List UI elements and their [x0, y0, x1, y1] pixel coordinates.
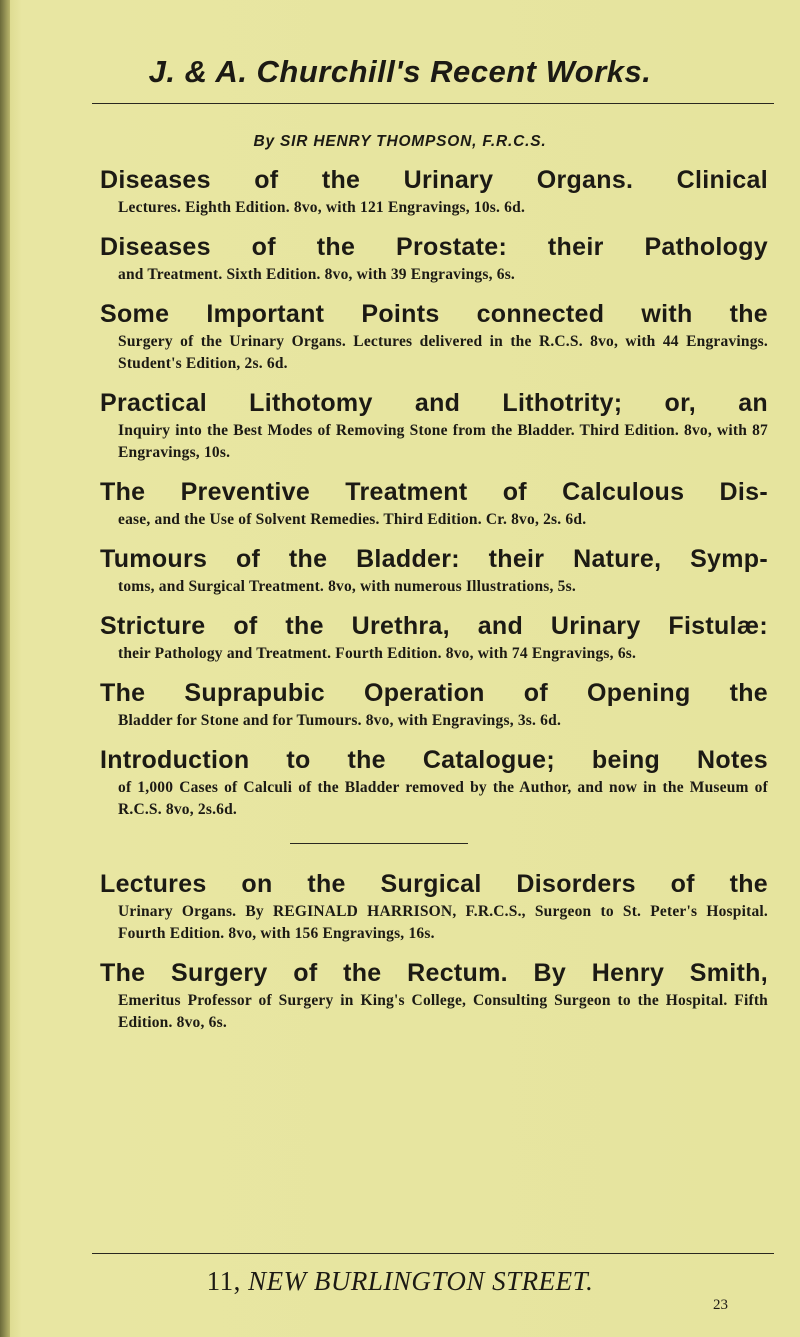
book-title: The Suprapubic Operation of Opening the: [100, 679, 768, 707]
book-title: Introduction to the Catalogue; being Notes: [100, 746, 768, 774]
header-rule: [92, 103, 774, 104]
book-description: and Treatment. Sixth Edition. 8vo, with 39 Engravings, 6s.: [118, 266, 516, 283]
book-title: Diseases of the Prostate: their Pathology: [100, 233, 768, 261]
book-entry: [98, 387, 768, 464]
book-entry: [98, 543, 768, 598]
book-description: of 1,000 Cases of Calculi of the Bladder removed by the Author, and now in the Museum of R.C.S. 8vo, 2s.6d.: [118, 779, 768, 818]
book-entry: [98, 231, 768, 286]
book-entry: [98, 164, 768, 219]
book-description: Inquiry into the Best Modes of Removing Stone from the Bladder. Third Edition. 8vo, with 87 Engravings, 10s.: [118, 422, 768, 461]
book-entry: [98, 744, 768, 821]
book-description: toms, and Surgical Treatment. 8vo, with numerous Illustrations, 5s.: [118, 578, 576, 595]
book-title: Tumours of the Bladder: their Nature, Symp-: [100, 545, 768, 573]
book-title: Some Important Points connected with the: [100, 300, 768, 328]
book-title: Diseases of the Urinary Organs. Clinical: [100, 166, 768, 194]
book-title: Practical Lithotomy and Lithotrity; or, an: [100, 389, 768, 417]
address-number: 11,: [206, 1266, 241, 1296]
book-list-group-thompson: [98, 164, 768, 821]
book-entry: [98, 610, 768, 665]
book-entry: [98, 868, 768, 945]
book-entry: [98, 476, 768, 531]
footer-rule: [92, 1253, 774, 1254]
author-byline: By SIR HENRY THOMPSON, F.R.C.S.: [253, 133, 547, 150]
book-description: their Pathology and Treatment. Fourth Edition. 8vo, with 74 Engravings, 6s.: [118, 645, 637, 662]
book-title: The Surgery of the Rectum. By Henry Smith,: [100, 959, 768, 987]
book-entry: [98, 957, 768, 1034]
address-street: NEW BURLINGTON STREET.: [248, 1266, 594, 1296]
book-list-group-others: [98, 868, 768, 1034]
book-entry: [98, 677, 768, 732]
book-entry: [98, 298, 768, 375]
book-list: [98, 164, 768, 1034]
book-description: Surgery of the Urinary Organs. Lectures delivered in the R.C.S. 8vo, with 44 Engravings. Student's Edition, 2s. 6d.: [118, 333, 768, 372]
book-description: ease, and the Use of Solvent Remedies. Third Edition. Cr. 8vo, 2s. 6d.: [118, 511, 587, 528]
book-spine-shadow: [0, 0, 10, 1337]
book-title: The Preventive Treatment of Calculous Dis-: [100, 478, 768, 506]
section-divider: [290, 843, 468, 844]
page-number: 23: [713, 1297, 728, 1313]
book-description: Bladder for Stone and for Tumours. 8vo, with Engravings, 3s. 6d.: [118, 712, 562, 729]
book-title: Stricture of the Urethra, and Urinary Fistulæ:: [100, 612, 768, 640]
page-header: J. & A. Churchill's Recent Works.: [148, 54, 652, 89]
book-description: Lectures. Eighth Edition. 8vo, with 121 Engravings, 10s. 6d.: [118, 199, 526, 216]
publisher-address: [0, 1266, 800, 1297]
book-description: Emeritus Professor of Surgery in King's College, Consulting Surgeon to the Hospital. Fifth Edition. 8vo, 6s.: [118, 992, 768, 1031]
book-description: Urinary Organs. By REGINALD HARRISON, F.R.C.S., Surgeon to St. Peter's Hospital. Fourth Edition. 8vo, with 156 Engravings, 16s.: [118, 903, 768, 942]
book-title: Lectures on the Surgical Disorders of the: [100, 870, 768, 898]
